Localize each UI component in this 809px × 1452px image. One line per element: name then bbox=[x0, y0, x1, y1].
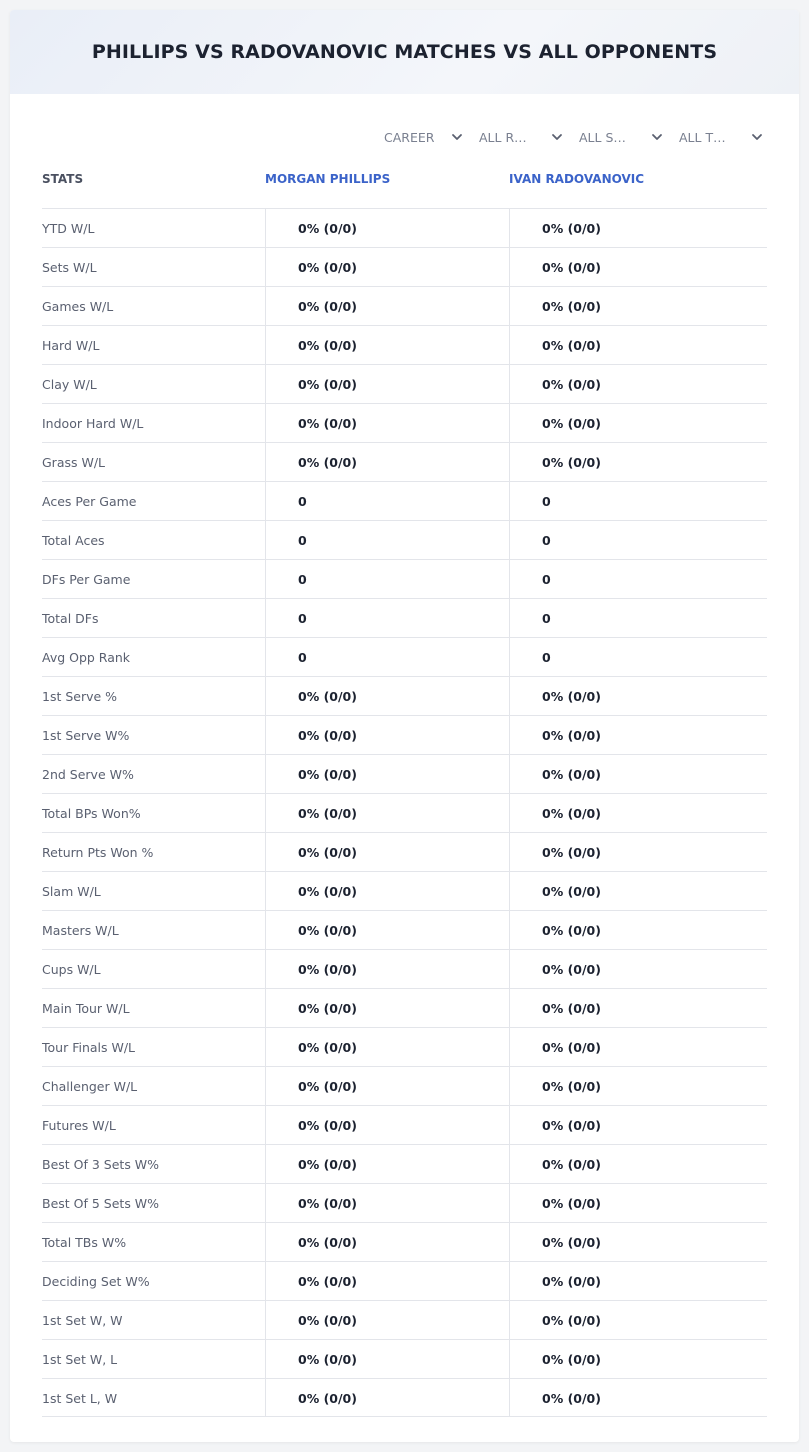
player2-value: 0% (0/0) bbox=[509, 677, 767, 715]
table-row bbox=[42, 676, 767, 715]
player1-value: 0% (0/0) bbox=[265, 833, 509, 871]
stats-table bbox=[42, 160, 767, 1417]
player2-value: 0% (0/0) bbox=[509, 248, 767, 286]
filter-period-label: CAREER bbox=[384, 129, 435, 145]
player1-value: 0 bbox=[265, 560, 509, 598]
table-row bbox=[42, 1261, 767, 1300]
stats-card bbox=[10, 10, 799, 1442]
stat-label: Best Of 5 Sets W% bbox=[42, 1195, 160, 1211]
table-row bbox=[42, 1027, 767, 1066]
player1-value: 0% (0/0) bbox=[265, 716, 509, 754]
player2-value: 0% (0/0) bbox=[509, 1184, 767, 1222]
stat-label: YTD W/L bbox=[42, 220, 95, 236]
stat-label: Total TBs W% bbox=[42, 1234, 127, 1250]
player2-column-header[interactable]: IVAN RADOVANOVIC bbox=[509, 172, 645, 186]
filter-tournament-label: ALL T… bbox=[679, 129, 726, 145]
filter-round-label: ALL R… bbox=[479, 129, 527, 145]
table-row bbox=[42, 559, 767, 598]
stat-label: Masters W/L bbox=[42, 922, 119, 938]
player1-value: 0% (0/0) bbox=[265, 872, 509, 910]
chevron-down-icon bbox=[550, 130, 564, 144]
stat-label: Sets W/L bbox=[42, 259, 97, 275]
player2-value: 0% (0/0) bbox=[509, 794, 767, 832]
stat-label: DFs Per Game bbox=[42, 571, 131, 587]
stat-label: 1st Set W, W bbox=[42, 1312, 123, 1328]
table-row bbox=[42, 208, 767, 247]
filter-surface-select[interactable] bbox=[579, 127, 664, 147]
stat-label: Best Of 3 Sets W% bbox=[42, 1156, 160, 1172]
player2-value: 0% (0/0) bbox=[509, 1067, 767, 1105]
player1-value: 0% (0/0) bbox=[265, 1301, 509, 1339]
player2-value: 0% (0/0) bbox=[509, 326, 767, 364]
table-row bbox=[42, 793, 767, 832]
page-title: PHILLIPS VS RADOVANOVIC MATCHES VS ALL OPPONENTS bbox=[91, 41, 718, 63]
stat-label: Indoor Hard W/L bbox=[42, 415, 144, 431]
player1-value: 0% (0/0) bbox=[265, 1184, 509, 1222]
stat-label: 1st Set L, W bbox=[42, 1390, 118, 1406]
table-row bbox=[42, 871, 767, 910]
player1-value: 0 bbox=[265, 482, 509, 520]
stat-label: Avg Opp Rank bbox=[42, 649, 131, 665]
player2-value: 0% (0/0) bbox=[509, 209, 767, 247]
stat-label: 1st Serve % bbox=[42, 688, 118, 704]
table-row bbox=[42, 520, 767, 559]
player1-value: 0% (0/0) bbox=[265, 950, 509, 988]
table-row bbox=[42, 832, 767, 871]
player1-value: 0% (0/0) bbox=[265, 443, 509, 481]
player1-value: 0 bbox=[265, 521, 509, 559]
table-row bbox=[42, 1105, 767, 1144]
player2-value: 0 bbox=[509, 560, 767, 598]
table-header bbox=[42, 160, 767, 208]
player2-value: 0% (0/0) bbox=[509, 872, 767, 910]
stat-label: Cups W/L bbox=[42, 961, 101, 977]
player2-value: 0% (0/0) bbox=[509, 716, 767, 754]
player1-value: 0% (0/0) bbox=[265, 989, 509, 1027]
stat-label: Main Tour W/L bbox=[42, 1000, 130, 1016]
player2-value: 0% (0/0) bbox=[509, 1301, 767, 1339]
player1-value: 0% (0/0) bbox=[265, 1028, 509, 1066]
table-row bbox=[42, 1066, 767, 1105]
table-row bbox=[42, 910, 767, 949]
chevron-down-icon bbox=[650, 130, 664, 144]
table-row bbox=[42, 364, 767, 403]
table-row bbox=[42, 1300, 767, 1339]
table-row bbox=[42, 754, 767, 793]
player2-value: 0% (0/0) bbox=[509, 443, 767, 481]
stat-label: Challenger W/L bbox=[42, 1078, 138, 1094]
stat-label: 1st Set W, L bbox=[42, 1351, 118, 1367]
player1-value: 0 bbox=[265, 599, 509, 637]
stat-label: Slam W/L bbox=[42, 883, 101, 899]
player1-value: 0% (0/0) bbox=[265, 1262, 509, 1300]
stat-label: Clay W/L bbox=[42, 376, 97, 392]
table-row bbox=[42, 1222, 767, 1261]
player2-value: 0% (0/0) bbox=[509, 1262, 767, 1300]
filter-bar bbox=[10, 127, 799, 147]
table-row bbox=[42, 949, 767, 988]
player2-value: 0% (0/0) bbox=[509, 1106, 767, 1144]
player1-value: 0% (0/0) bbox=[265, 755, 509, 793]
table-row bbox=[42, 1183, 767, 1222]
table-row bbox=[42, 715, 767, 754]
player2-value: 0% (0/0) bbox=[509, 1145, 767, 1183]
player1-value: 0% (0/0) bbox=[265, 1145, 509, 1183]
table-row bbox=[42, 637, 767, 676]
player2-value: 0% (0/0) bbox=[509, 989, 767, 1027]
chevron-down-icon bbox=[450, 130, 464, 144]
player1-value: 0% (0/0) bbox=[265, 365, 509, 403]
player2-value: 0% (0/0) bbox=[509, 1340, 767, 1378]
table-body bbox=[42, 208, 767, 1417]
stat-label: Total Aces bbox=[42, 532, 105, 548]
table-row bbox=[42, 247, 767, 286]
player1-value: 0% (0/0) bbox=[265, 794, 509, 832]
player2-value: 0% (0/0) bbox=[509, 1028, 767, 1066]
stat-label: Tour Finals W/L bbox=[42, 1039, 136, 1055]
player1-value: 0% (0/0) bbox=[265, 404, 509, 442]
stat-label: Grass W/L bbox=[42, 454, 106, 470]
player2-value: 0 bbox=[509, 638, 767, 676]
player1-value: 0% (0/0) bbox=[265, 1340, 509, 1378]
table-row bbox=[42, 442, 767, 481]
filter-surface-label: ALL S… bbox=[579, 129, 626, 145]
player1-value: 0% (0/0) bbox=[265, 1067, 509, 1105]
stat-label: Total DFs bbox=[42, 610, 99, 626]
player2-value: 0 bbox=[509, 482, 767, 520]
player2-value: 0% (0/0) bbox=[509, 755, 767, 793]
player1-value: 0% (0/0) bbox=[265, 1379, 509, 1417]
player2-value: 0% (0/0) bbox=[509, 365, 767, 403]
player1-value: 0% (0/0) bbox=[265, 677, 509, 715]
player1-value: 0% (0/0) bbox=[265, 911, 509, 949]
player2-value: 0% (0/0) bbox=[509, 911, 767, 949]
chevron-down-icon bbox=[750, 130, 764, 144]
player2-value: 0% (0/0) bbox=[509, 833, 767, 871]
table-row bbox=[42, 481, 767, 520]
stat-label: Futures W/L bbox=[42, 1117, 116, 1133]
player2-value: 0 bbox=[509, 521, 767, 559]
stat-label: Deciding Set W% bbox=[42, 1273, 150, 1289]
stat-label: 2nd Serve W% bbox=[42, 766, 134, 782]
stat-label: Hard W/L bbox=[42, 337, 100, 353]
table-row bbox=[42, 1144, 767, 1183]
player2-value: 0% (0/0) bbox=[509, 950, 767, 988]
player1-value: 0 bbox=[265, 638, 509, 676]
stat-label: Total BPs Won% bbox=[42, 805, 141, 821]
player1-value: 0% (0/0) bbox=[265, 1223, 509, 1261]
player1-value: 0% (0/0) bbox=[265, 209, 509, 247]
player1-value: 0% (0/0) bbox=[265, 326, 509, 364]
player1-value: 0% (0/0) bbox=[265, 1106, 509, 1144]
table-row bbox=[42, 988, 767, 1027]
table-row bbox=[42, 598, 767, 637]
player2-value: 0% (0/0) bbox=[509, 404, 767, 442]
stat-label: Aces Per Game bbox=[42, 493, 137, 509]
table-row bbox=[42, 286, 767, 325]
stat-label: 1st Serve W% bbox=[42, 727, 130, 743]
stat-label: Games W/L bbox=[42, 298, 114, 314]
player2-value: 0% (0/0) bbox=[509, 1379, 767, 1417]
stats-column-header: STATS bbox=[42, 172, 84, 186]
table-row bbox=[42, 1339, 767, 1378]
player2-value: 0% (0/0) bbox=[509, 287, 767, 325]
player1-value: 0% (0/0) bbox=[265, 248, 509, 286]
card-header bbox=[10, 10, 799, 94]
filter-period-select[interactable] bbox=[384, 127, 464, 147]
player2-value: 0 bbox=[509, 599, 767, 637]
stat-label: Return Pts Won % bbox=[42, 844, 154, 860]
player1-value: 0% (0/0) bbox=[265, 287, 509, 325]
table-row bbox=[42, 403, 767, 442]
filter-round-select[interactable] bbox=[479, 127, 564, 147]
filter-tournament-select[interactable] bbox=[679, 127, 764, 147]
table-row bbox=[42, 1378, 767, 1417]
table-row bbox=[42, 325, 767, 364]
player2-value: 0% (0/0) bbox=[509, 1223, 767, 1261]
player1-column-header[interactable]: MORGAN PHILLIPS bbox=[265, 172, 391, 186]
